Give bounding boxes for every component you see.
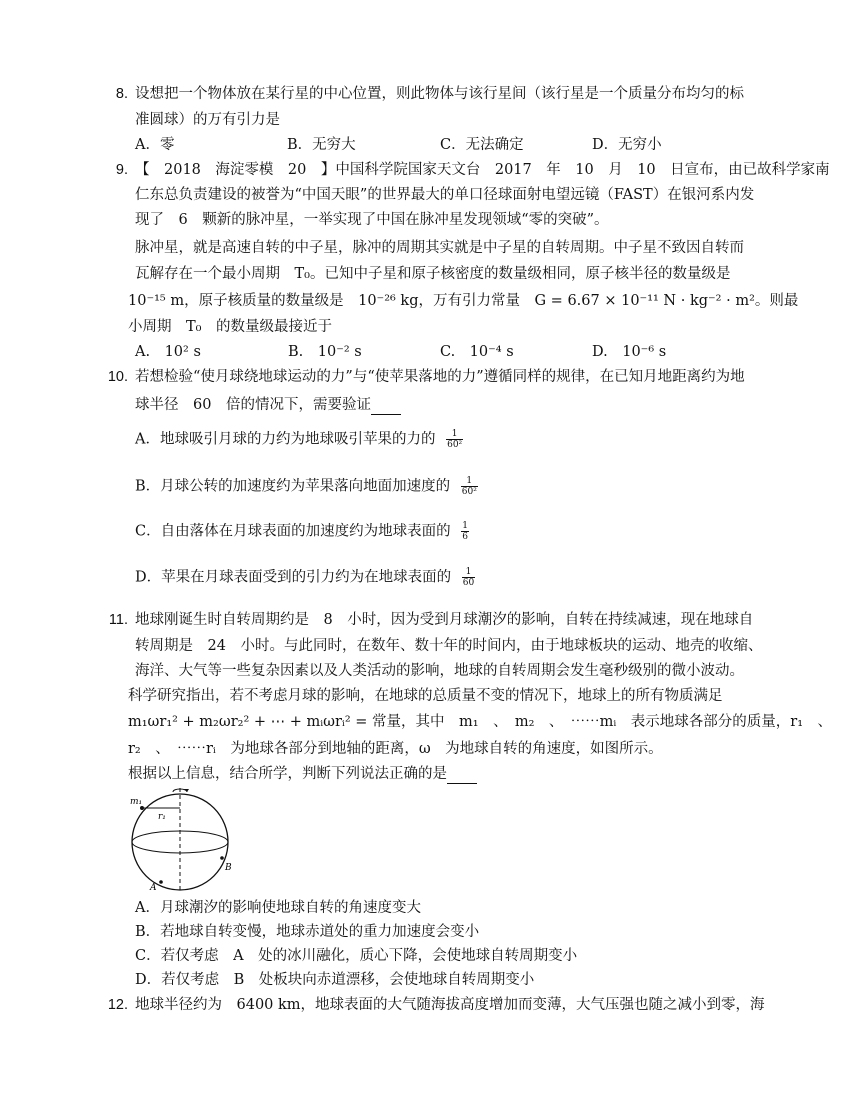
label-b: B — [225, 863, 232, 873]
equator-front — [132, 831, 228, 853]
fraction — [446, 429, 463, 450]
question-11-option-c: C．若仅考虑 A 处的冰川融化，质心下降，会使地球自转周期变小 — [135, 948, 578, 964]
question-11-text-line-7 — [128, 764, 477, 784]
fraction-numerator: 1 — [462, 521, 468, 531]
question-9-option-b: B. 10⁻² s — [288, 344, 362, 360]
question-11-text-line-7-text: 根据以上信息，结合所学，判断下列说法正确的是 — [128, 766, 447, 782]
question-8-option-b: B．无穷大 — [287, 137, 356, 153]
question-8-option-a: A．零 — [135, 137, 175, 153]
question-10-option-c-text: C．自由落体在月球表面的加速度约为地球表面的 — [135, 523, 451, 540]
question-9-option-d: D. 10⁻⁶ s — [592, 344, 667, 360]
question-8-text-line-2: 准圆球）的万有引力是 — [135, 112, 280, 128]
question-10-option-b-text: B．月球公转的加速度约为苹果落向地面加速度的 — [135, 478, 451, 495]
question-11-text-line-3: 海洋、大气等一些复杂因素以及人类活动的影响，地球的自转周期会发生毫秒级别的微小波动。 — [135, 663, 744, 679]
point-a — [159, 880, 163, 884]
question-10-option-c — [135, 521, 469, 542]
question-11-text-line-6: r₂ 、 ⋯⋯rᵢ 为地球各部分到地轴的距离，ω 为地球自转的角速度，如图所示。 — [128, 741, 663, 757]
question-10-text-line-2-text: 球半径 60 倍的情况下，需要验证 — [135, 397, 371, 413]
fraction-denominator: 60² — [447, 440, 463, 450]
question-11-option-b: B．若地球自转变慢，地球赤道处的重力加速度会变小 — [135, 924, 480, 940]
question-11-option-a: A．月球潮汐的影响使地球自转的角速度变大 — [135, 900, 421, 916]
fraction-numerator: 1 — [446, 429, 463, 440]
question-11-text-line-2: 转周期是 24 小时。与此同时，在数年、数十年的时间内，由于地球板块的运动、地壳的收缩、 — [135, 638, 763, 654]
question-9-text-line-3: 现了 6 颗新的脉冲星，一举实现了中国在脉冲星发现领域“零的突破”。 — [135, 212, 609, 228]
question-10-option-d-text: D．苹果在月球表面受到的引力约为在地球表面的 — [135, 569, 452, 586]
fraction — [461, 476, 478, 497]
fraction-numerator: 1 — [462, 567, 475, 578]
question-11-option-d: D．若仅考虑 B 处板块向赤道漂移，会使地球自转周期变小 — [135, 972, 535, 988]
question-11-number: 11. — [108, 612, 128, 628]
question-11-text-line-4: 科学研究指出，若不考虑月球的影响，在地球的总质量不变的情况下，地球上的所有物质满足 — [128, 688, 723, 704]
fraction — [462, 567, 475, 588]
question-9-option-c: C. 10⁻⁴ s — [440, 344, 514, 360]
question-9-number: 9. — [115, 162, 128, 178]
label-m1: m₁ — [130, 797, 143, 807]
question-10-option-a — [135, 429, 463, 450]
question-10-text-line-1: 若想检验“使月球绕地球运动的力”与“使苹果落地的力”遵循同样的规律，在已知月地距离约为地 — [135, 369, 745, 385]
answer-blank — [371, 400, 401, 415]
question-12-number: 12. — [107, 997, 128, 1013]
question-9-text-line-7: 小周期 T₀ 的数量级最接近于 — [128, 319, 332, 335]
question-10-number: 10. — [107, 369, 128, 385]
question-9-text-line-4: 脉冲星，就是高速自转的中子星，脉冲的周期其实就是中子星的自转周期。中子星不致因自转而 — [135, 240, 744, 256]
earth-sphere-figure — [128, 786, 240, 894]
label-a: A — [150, 883, 157, 893]
question-12-text-line-1: 地球半径约为 6400 km，地球表面的大气随海拔高度增加而变薄，大气压强也随之减小到零，海 — [135, 997, 765, 1013]
question-11-text-line-1: 地球刚诞生时自转周期约是 8 小时，因为受到月球潮汐的影响，自转在持续减速，现在地球自 — [135, 612, 754, 628]
fraction-denominator: 6 — [462, 532, 468, 542]
point-b — [220, 856, 224, 860]
question-9-text-line-2: 仁东总负责建设的被誉为“中国天眼”的世界最大的单口径球面射电望远镜（FAST）在银河系内发 — [135, 187, 755, 203]
fraction — [461, 521, 469, 542]
question-10-option-d — [135, 567, 475, 588]
question-10-option-a-text: A．地球吸引月球的力约为地球吸引苹果的力的 — [135, 431, 436, 448]
question-9-text-line-6: 10⁻¹⁵ m，原子核质量的数量级是 10⁻²⁶ kg，万有引力常量 G = 6.67 × 10⁻¹¹ N · kg⁻² · m²。则最 — [128, 293, 799, 309]
question-8-option-d: D．无穷小 — [592, 137, 662, 153]
fraction-denominator: 60² — [461, 487, 477, 497]
question-8-option-c: C．无法确定 — [440, 137, 524, 153]
question-9-text-line-1: 【 2018 海淀零模 20 】中国科学院国家天文台 2017 年 10 月 10 日宣布，由已故科学家南 — [135, 162, 830, 178]
answer-blank — [447, 769, 477, 784]
question-8-text-line-1: 设想把一个物体放在某行星的中心位置，则此物体与该行星间（该行星是一个质量分布均匀的标 — [135, 86, 744, 102]
question-8-number: 8. — [115, 86, 128, 102]
question-11-text-line-5: m₁ωr₁² + m₂ωr₂² + ⋯ + mᵢωrᵢ² = 常量，其中 m₁ 、 m₂ 、 ⋯⋯mᵢ 表示地球各部分的质量，r₁ 、 — [128, 714, 833, 730]
question-10-option-b — [135, 476, 478, 497]
fraction-denominator: 60 — [462, 578, 475, 588]
question-10-text-line-2 — [135, 395, 401, 415]
question-9-text-line-5: 瓦解存在一个最小周期 T₀。已知中子星和原子核密度的数量级相同，原子核半径的数量级是 — [135, 266, 731, 282]
label-r1: r₁ — [158, 812, 166, 822]
fraction-numerator: 1 — [461, 476, 478, 487]
question-9-option-a: A. 10² s — [135, 344, 201, 360]
